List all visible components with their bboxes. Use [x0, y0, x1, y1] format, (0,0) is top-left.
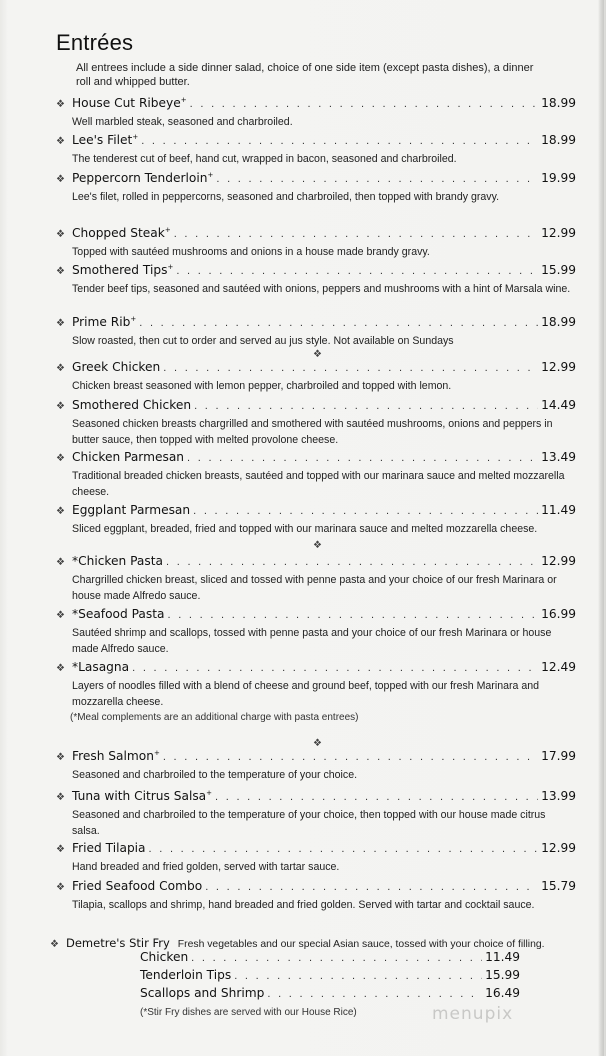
- dot-leader: [132, 662, 538, 674]
- item-name: Peppercorn Tenderloin+: [72, 171, 214, 186]
- item-price: 12.99: [541, 841, 576, 856]
- item-description: Seasoned and charbroiled to the temperature of your choice.: [72, 769, 358, 781]
- divider-diamond-icon: ❖: [313, 349, 322, 360]
- item-description: Chargrilled chicken breast, sliced and tossed with penne pasta and your choice of our fresh Marinara or house made Alfredo sauce.: [72, 574, 557, 602]
- diamond-bullet-icon: ❖: [56, 882, 65, 894]
- item-name: Eggplant Parmesan: [72, 503, 191, 518]
- diamond-bullet-icon: ❖: [56, 363, 65, 375]
- menu-item: [56, 360, 576, 394]
- diamond-bullet-icon: ❖: [56, 174, 65, 186]
- diamond-bullet-icon: ❖: [56, 229, 65, 241]
- item-description: Tilapia, scallops and shrimp, hand breaded and fried golden. Served with tartar and cocktail sauce.: [72, 899, 535, 911]
- item-name: Tuna with Citrus Salsa+: [72, 789, 213, 804]
- item-price: 12.99: [541, 226, 576, 241]
- item-price: 18.99: [541, 315, 576, 330]
- item-description: Sautéed shrimp and scallops, tossed with penne pasta and your choice of our fresh Marinara or house made Alfredo sauce.: [72, 627, 552, 655]
- item-price: 18.99: [541, 133, 576, 148]
- menu-item: [56, 841, 576, 875]
- diamond-bullet-icon: ❖: [56, 401, 65, 413]
- item-price: 18.99: [541, 96, 576, 111]
- item-price: 13.49: [541, 450, 576, 465]
- menu-item: [56, 315, 576, 349]
- item-description: Seasoned and charbroiled to the temperature of your choice, then topped with our house made citrus salsa.: [72, 809, 546, 837]
- item-name: Chicken Parmesan: [72, 450, 185, 465]
- item-name: Fresh Salmon+: [72, 749, 160, 764]
- watermark-logo: menupix: [432, 1004, 514, 1024]
- dot-leader: [190, 98, 538, 110]
- dot-leader: [166, 556, 538, 568]
- stir-fry-option: Tenderloin Tips . . . 15.99: [140, 968, 520, 985]
- section-intro: All entrees include a side dinner salad, choice of one side item (except pasta dishes), a dinner roll and whipped butter.: [76, 62, 534, 88]
- stir-fry-option: Scallops and Shrimp . . . 16.49: [140, 986, 520, 1003]
- dot-leader: [193, 505, 538, 517]
- item-description: Hand breaded and fried golden, served with tartar sauce.: [72, 861, 340, 873]
- menu-item: [56, 96, 576, 130]
- dot-leader: [149, 843, 539, 855]
- divider-diamond-icon: ❖: [313, 540, 322, 551]
- item-price: 15.99: [541, 263, 576, 278]
- dot-leader: [176, 265, 538, 277]
- diamond-bullet-icon: ❖: [56, 557, 65, 569]
- dot-leader: [174, 228, 538, 240]
- item-price: 12.49: [541, 660, 576, 675]
- item-description: Seasoned chicken breasts chargrilled and smothered with sautéed mushrooms, onions and peppers in butter sauce, then topped with melted provolone cheese.: [72, 418, 553, 446]
- diamond-bullet-icon: ❖: [56, 792, 65, 804]
- dot-leader: [216, 173, 538, 185]
- menu-item: [56, 607, 576, 657]
- item-name: Lee's Filet+: [72, 133, 139, 148]
- item-price: 16.99: [541, 607, 576, 622]
- section-title: Entrées: [56, 30, 134, 55]
- item-name: Smothered Tips+: [72, 263, 174, 278]
- dot-leader: [167, 609, 538, 621]
- diamond-bullet-icon: ❖: [56, 266, 65, 278]
- item-description: Tender beef tips, seasoned and sautéed with onions, peppers and mushrooms with a hint of Marsala wine.: [72, 283, 571, 295]
- item-name: *Seafood Pasta: [72, 607, 165, 622]
- menu-item: [56, 879, 576, 913]
- item-name: Chopped Steak+: [72, 226, 171, 241]
- menu-item: [56, 789, 576, 839]
- dot-leader: [141, 135, 538, 147]
- menu-item: [56, 133, 576, 167]
- dot-leader: [163, 362, 538, 374]
- stir-fry-option: Chicken . . . 11.49: [140, 950, 520, 967]
- menu-item: [56, 503, 576, 537]
- item-price: 15.79: [541, 879, 576, 894]
- item-description: Sliced eggplant, breaded, fried and topped with our marinara sauce and melted mozzarella cheese.: [72, 523, 538, 535]
- item-description: Topped with sautéed mushrooms and onions in a house made brandy gravy.: [72, 246, 430, 258]
- item-description: Traditional breaded chicken breasts, sautéed and topped with our marinara sauce and melted mozzarella cheese.: [72, 470, 565, 498]
- page-edge-shadow: [598, 0, 604, 1056]
- diamond-bullet-icon: ❖: [56, 663, 65, 675]
- menu-item: [56, 450, 576, 500]
- item-name: *Lasagna: [72, 660, 130, 675]
- menu-item: [56, 554, 576, 604]
- menu-item: [56, 398, 576, 448]
- diamond-bullet-icon: ❖: [56, 99, 65, 111]
- item-price: 12.99: [541, 360, 576, 375]
- dot-leader: [215, 791, 538, 803]
- item-price: 11.49: [541, 503, 576, 518]
- item-name: Fried Seafood Combo: [72, 879, 203, 894]
- dot-leader: [187, 452, 538, 464]
- item-description: Well marbled steak, seasoned and charbroiled.: [72, 116, 293, 128]
- diamond-bullet-icon: ❖: [50, 939, 59, 950]
- item-name: *Chicken Pasta: [72, 554, 164, 569]
- divider-diamond-icon: ❖: [313, 738, 322, 749]
- item-name: Smothered Chicken: [72, 398, 192, 413]
- dot-leader: [163, 751, 538, 763]
- diamond-bullet-icon: ❖: [56, 453, 65, 465]
- stir-fry-name: Demetre's Stir Fry: [66, 936, 170, 950]
- item-description: The tenderest cut of beef, hand cut, wrapped in bacon, seasoned and charbroiled.: [72, 153, 457, 165]
- diamond-bullet-icon: ❖: [56, 610, 65, 622]
- stir-fry-note: (*Stir Fry dishes are served with our House Rice): [140, 1007, 357, 1018]
- item-name: Fried Tilapia: [72, 841, 146, 856]
- menu-item: [56, 749, 576, 783]
- item-name: House Cut Ribeye+: [72, 96, 187, 111]
- pasta-note: (*Meal complements are an additional charge with pasta entrees): [70, 712, 359, 723]
- diamond-bullet-icon: ❖: [56, 318, 65, 330]
- item-price: 17.99: [541, 749, 576, 764]
- stir-fry-desc: Fresh vegetables and our special Asian sauce, tossed with your choice of filling.: [177, 939, 545, 950]
- diamond-bullet-icon: ❖: [56, 844, 65, 856]
- diamond-bullet-icon: ❖: [56, 506, 65, 518]
- menu-item: [56, 226, 576, 260]
- diamond-bullet-icon: ❖: [56, 136, 65, 148]
- item-description: Chicken breast seasoned with lemon pepper, charbroiled and topped with lemon.: [72, 380, 452, 392]
- item-description: Slow roasted, then cut to order and served au jus style. Not available on Sundays: [72, 335, 454, 347]
- item-price: 13.99: [541, 789, 576, 804]
- item-name: Greek Chicken: [72, 360, 161, 375]
- item-description: Layers of noodles filled with a blend of cheese and ground beef, topped with our fresh Marinara and mozzarella cheese.: [72, 680, 540, 708]
- dot-leader: [205, 881, 538, 893]
- dot-leader: [194, 400, 538, 412]
- item-name: Prime Rib+: [72, 315, 137, 330]
- item-price: 14.49: [541, 398, 576, 413]
- diamond-bullet-icon: ❖: [56, 752, 65, 764]
- dot-leader: [139, 317, 538, 329]
- menu-item: [56, 263, 576, 297]
- menu-item: [56, 660, 576, 710]
- item-description: Lee's filet, rolled in peppercorns, seasoned and charbroiled, then topped with brandy gravy.: [72, 191, 500, 203]
- stir-fry-header: [50, 936, 580, 950]
- menu-item: [56, 171, 576, 205]
- item-price: 19.99: [541, 171, 576, 186]
- item-price: 12.99: [541, 554, 576, 569]
